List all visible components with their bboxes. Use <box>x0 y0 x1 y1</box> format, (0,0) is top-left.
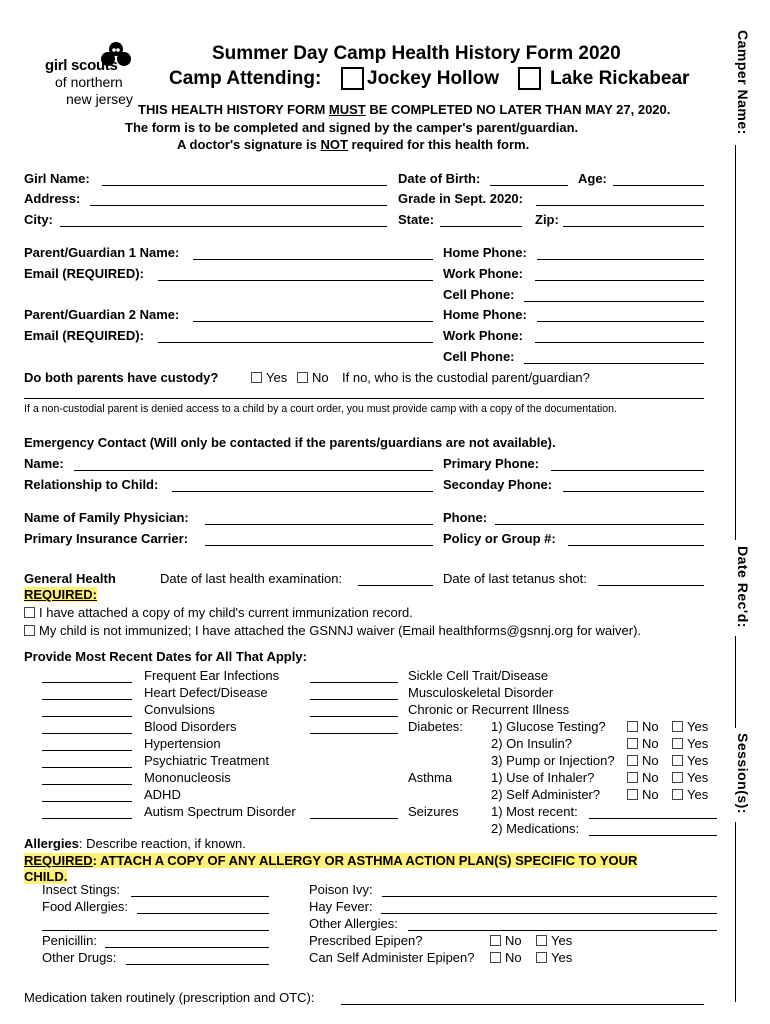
parent1-cell-phone-field[interactable] <box>524 301 704 302</box>
condition-label: Frequent Ear Infections <box>144 668 280 683</box>
immunization-option-2[interactable]: My child is not immunized; I have attached the GSNNJ waiver (Email healthforms@gsnnj.org for waiver). <box>24 623 641 638</box>
parent1-cell-phone-label: Cell Phone: <box>443 287 515 302</box>
last-exam-label: Date of last health examination: <box>160 571 343 586</box>
asthma-label: Asthma <box>408 770 453 785</box>
self-admin-yes-option[interactable]: Yes <box>672 787 708 802</box>
diabetes-date[interactable] <box>310 733 398 734</box>
medication-field[interactable] <box>341 1004 704 1005</box>
emergency-secondary-phone-field[interactable] <box>563 491 704 492</box>
epipen-no-checkbox[interactable] <box>490 935 501 946</box>
emergency-name-label: Name: <box>24 456 64 471</box>
parent1-work-phone-label: Work Phone: <box>443 266 523 281</box>
penicillin-label: Penicillin: <box>42 933 97 948</box>
custody-no-option[interactable]: No <box>297 370 329 385</box>
camper-name-side-label: Camper Name: <box>735 30 751 135</box>
parent2-work-phone-field[interactable] <box>535 342 704 343</box>
condition-label: Musculoskeletal Disorder <box>408 685 554 700</box>
seizures-date[interactable] <box>310 818 398 819</box>
diabetes-question: 1) Glucose Testing? <box>491 719 606 734</box>
asthma-question: 1) Use of Inhaler? <box>491 770 595 785</box>
other-allergies-label: Other Allergies: <box>309 916 398 931</box>
chronic-illness-date[interactable] <box>310 716 398 717</box>
age-label: Age: <box>578 171 607 186</box>
diabetes-question: 3) Pump or Injection? <box>491 753 615 768</box>
food-allergies-field-2[interactable] <box>42 930 269 931</box>
insulin-no-checkbox[interactable] <box>627 738 638 749</box>
epipen-self-no-checkbox[interactable] <box>490 952 501 963</box>
pump-yes-checkbox[interactable] <box>672 755 683 766</box>
glucose-yes-option[interactable]: Yes <box>672 719 708 734</box>
grade-label: Grade in Sept. 2020: <box>398 191 523 206</box>
pump-yes-option[interactable]: Yes <box>672 753 708 768</box>
relationship-field[interactable] <box>172 491 433 492</box>
parent2-email-label: Email (REQUIRED): <box>24 328 144 343</box>
insulin-yes-checkbox[interactable] <box>672 738 683 749</box>
girl-name-label: Girl Name: <box>24 171 90 186</box>
parent1-name-label: Parent/Guardian 1 Name: <box>24 245 180 260</box>
parent2-name-field[interactable] <box>193 321 433 322</box>
age-field[interactable] <box>613 185 704 186</box>
epipen-self-yes-checkbox[interactable] <box>536 952 547 963</box>
heart-defect-date[interactable] <box>42 699 132 700</box>
insect-stings-field[interactable] <box>131 896 269 897</box>
emergency-name-field[interactable] <box>74 470 433 471</box>
parent1-email-label: Email (REQUIRED): <box>24 266 144 281</box>
sessions-side-label: Session(s): <box>735 733 751 814</box>
sessions-side-line[interactable] <box>735 822 736 1002</box>
parent1-home-phone-field[interactable] <box>537 259 704 260</box>
logo-line3: new jersey <box>66 91 133 107</box>
dob-label: Date of Birth: <box>398 171 481 186</box>
emergency-primary-phone-field[interactable] <box>551 470 704 471</box>
condition-label: Hypertension <box>144 736 221 751</box>
adhd-date[interactable] <box>42 801 132 802</box>
custodial-parent-field[interactable] <box>24 398 704 399</box>
camp-attending-label: Camp Attending: <box>169 68 322 89</box>
pump-no-checkbox[interactable] <box>627 755 638 766</box>
deadline-notice: THIS HEALTH HISTORY FORM MUST BE COMPLETED NO LATER THAN MAY 27, 2020. <box>138 102 671 117</box>
allergy-plan-required-cont: CHILD. <box>24 869 68 884</box>
autism-date[interactable] <box>42 818 132 819</box>
glucose-no-checkbox[interactable] <box>627 721 638 732</box>
seizure-medications-label: 2) Medications: <box>491 821 580 836</box>
zip-label: Zip: <box>535 212 559 227</box>
seizure-recent-label: 1) Most recent: <box>491 804 578 819</box>
penicillin-field[interactable] <box>105 947 269 948</box>
ear-infections-date[interactable] <box>42 682 132 683</box>
glucose-yes-checkbox[interactable] <box>672 721 683 732</box>
diabetes-label: Diabetes: <box>408 719 463 734</box>
parent2-cell-phone-label: Cell Phone: <box>443 349 515 364</box>
hypertension-date[interactable] <box>42 750 132 751</box>
convulsions-date[interactable] <box>42 716 132 717</box>
parent2-email-field[interactable] <box>158 342 433 343</box>
parent1-work-phone-field[interactable] <box>535 280 704 281</box>
insulin-yes-option[interactable]: Yes <box>672 736 708 751</box>
epipen-yes-checkbox[interactable] <box>536 935 547 946</box>
insurance-label: Primary Insurance Carrier: <box>24 531 189 546</box>
girl-name-field[interactable] <box>102 185 387 186</box>
inhaler-yes-option[interactable]: Yes <box>672 770 708 785</box>
condition-label: Psychiatric Treatment <box>144 753 269 768</box>
policy-label: Policy or Group #: <box>443 531 556 546</box>
parent2-home-phone-field[interactable] <box>537 321 704 322</box>
epipen-no-option[interactable]: No <box>490 933 522 948</box>
custody-note: If a non-custodial parent is denied access to a child by a court order, you must provide camp with a copy of the documentation. <box>24 403 617 415</box>
diabetes-question: 2) On Insulin? <box>491 736 572 751</box>
city-label: City: <box>24 212 53 227</box>
parent2-home-phone-label: Home Phone: <box>443 307 527 322</box>
parent1-home-phone-label: Home Phone: <box>443 245 527 260</box>
immunization-1-checkbox[interactable] <box>24 607 35 618</box>
allergies-heading: Allergies: Describe reaction, if known. <box>24 836 246 851</box>
epipen-self-question: Can Self Administer Epipen? <box>309 950 475 965</box>
psychiatric-date[interactable] <box>42 767 132 768</box>
other-drugs-field[interactable] <box>126 964 269 965</box>
condition-label: Convulsions <box>144 702 215 717</box>
medication-label: Medication taken routinely (prescription and OTC): <box>24 990 315 1005</box>
condition-label: Chronic or Recurrent Illness <box>408 702 570 717</box>
musculoskeletal-date[interactable] <box>310 699 398 700</box>
glucose-no-option[interactable]: No <box>627 719 659 734</box>
last-tetanus-field[interactable] <box>598 585 704 586</box>
physician-phone-label: Phone: <box>443 510 488 525</box>
condition-label: ADHD <box>144 787 181 802</box>
condition-label: Sickle Cell Trait/Disease <box>408 668 549 683</box>
custody-yes-option[interactable]: Yes <box>251 370 287 385</box>
hay-fever-field[interactable] <box>381 913 717 914</box>
parent2-work-phone-label: Work Phone: <box>443 328 523 343</box>
logo-line1: girl scouts <box>45 57 118 74</box>
custody-yes-checkbox[interactable] <box>251 372 262 383</box>
epipen-self-yes-option[interactable]: Yes <box>536 950 572 965</box>
camper-name-side-line[interactable] <box>735 145 736 540</box>
blood-disorders-date[interactable] <box>42 733 132 734</box>
food-allergies-label: Food Allergies: <box>42 899 128 914</box>
inhaler-no-checkbox[interactable] <box>627 772 638 783</box>
general-health-heading: General Health <box>24 571 116 586</box>
poison-ivy-label: Poison Ivy: <box>309 882 373 897</box>
self-admin-no-option[interactable]: No <box>627 787 659 802</box>
other-allergies-field[interactable] <box>408 930 717 931</box>
physician-phone-field[interactable] <box>495 524 704 525</box>
parent2-cell-phone-field[interactable] <box>524 363 704 364</box>
lake-rickabear-checkbox[interactable] <box>518 67 541 90</box>
poison-ivy-field[interactable] <box>382 896 717 897</box>
zip-field[interactable] <box>563 226 704 227</box>
epipen-yes-option[interactable]: Yes <box>536 933 572 948</box>
insulin-no-option[interactable]: No <box>627 736 659 751</box>
state-field[interactable] <box>440 226 522 227</box>
policy-field[interactable] <box>568 545 704 546</box>
conditions-heading: Provide Most Recent Dates for All That Apply: <box>24 649 307 664</box>
condition-label: Mononucleosis <box>144 770 231 785</box>
seizure-medications-field[interactable] <box>589 835 717 836</box>
last-tetanus-label: Date of last tetanus shot: <box>443 571 587 586</box>
general-required-label: REQUIRED: <box>24 587 97 602</box>
emergency-primary-phone-label: Primary Phone: <box>443 456 540 471</box>
immunization-2-checkbox[interactable] <box>24 625 35 636</box>
allergy-plan-required: REQUIRED: ATTACH A COPY OF ANY ALLERGY OR ASTHMA ACTION PLAN(S) SPECIFIC TO YOUR <box>24 853 638 868</box>
sickle-cell-date[interactable] <box>310 682 398 683</box>
physician-label: Name of Family Physician: <box>24 510 189 525</box>
food-allergies-field[interactable] <box>137 913 269 914</box>
self-admin-no-checkbox[interactable] <box>627 789 638 800</box>
parent1-name-field[interactable] <box>193 259 433 260</box>
mononucleosis-date[interactable] <box>42 784 132 785</box>
city-field[interactable] <box>60 226 387 227</box>
hay-fever-label: Hay Fever: <box>309 899 373 914</box>
pump-no-option[interactable]: No <box>627 753 659 768</box>
parent-sign-notice: The form is to be completed and signed by the camper's parent/guardian. <box>125 120 579 135</box>
dob-field[interactable] <box>490 185 568 186</box>
inhaler-yes-checkbox[interactable] <box>672 772 683 783</box>
emergency-heading: Emergency Contact (Will only be contacted if the parents/guardians are not available). <box>24 435 556 450</box>
physician-field[interactable] <box>205 524 433 525</box>
emergency-secondary-phone-label: Seconday Phone: <box>443 477 553 492</box>
condition-label: Blood Disorders <box>144 719 237 734</box>
custody-question: Do both parents have custody? <box>24 370 219 385</box>
insect-stings-label: Insect Stings: <box>42 882 121 897</box>
relationship-label: Relationship to Child: <box>24 477 159 492</box>
custody-no-checkbox[interactable] <box>297 372 308 383</box>
asthma-question: 2) Self Administer? <box>491 787 601 802</box>
address-label: Address: <box>24 191 81 206</box>
lake-rickabear-label: Lake Rickabear <box>550 68 690 89</box>
jockey-hollow-label: Jockey Hollow <box>367 68 499 89</box>
parent1-email-field[interactable] <box>158 280 433 281</box>
date-recd-side-label: Date Rec'd: <box>735 546 751 628</box>
condition-label: Autism Spectrum Disorder <box>144 804 296 819</box>
insurance-field[interactable] <box>205 545 433 546</box>
last-exam-field[interactable] <box>358 585 433 586</box>
condition-label: Heart Defect/Disease <box>144 685 268 700</box>
other-drugs-label: Other Drugs: <box>42 950 117 965</box>
seizure-recent-field[interactable] <box>589 818 717 819</box>
epipen-question: Prescribed Epipen? <box>309 933 423 948</box>
parent2-name-label: Parent/Guardian 2 Name: <box>24 307 180 322</box>
state-label: State: <box>398 212 435 227</box>
inhaler-no-option[interactable]: No <box>627 770 659 785</box>
epipen-self-no-option[interactable]: No <box>490 950 522 965</box>
form-title: Summer Day Camp Health History Form 2020 <box>212 43 621 64</box>
self-admin-yes-checkbox[interactable] <box>672 789 683 800</box>
date-recd-side-line[interactable] <box>735 636 736 728</box>
immunization-option-1[interactable]: I have attached a copy of my child's current immunization record. <box>24 605 413 620</box>
jockey-hollow-checkbox[interactable] <box>341 67 364 90</box>
address-field[interactable] <box>90 205 387 206</box>
custodial-parent-question: If no, who is the custodial parent/guardian? <box>342 370 590 385</box>
seizures-label: Seizures <box>408 804 459 819</box>
doctor-signature-notice: A doctor's signature is NOT required for this health form. <box>177 137 530 152</box>
grade-field[interactable] <box>536 205 704 206</box>
logo-line2: of northern <box>55 74 123 90</box>
